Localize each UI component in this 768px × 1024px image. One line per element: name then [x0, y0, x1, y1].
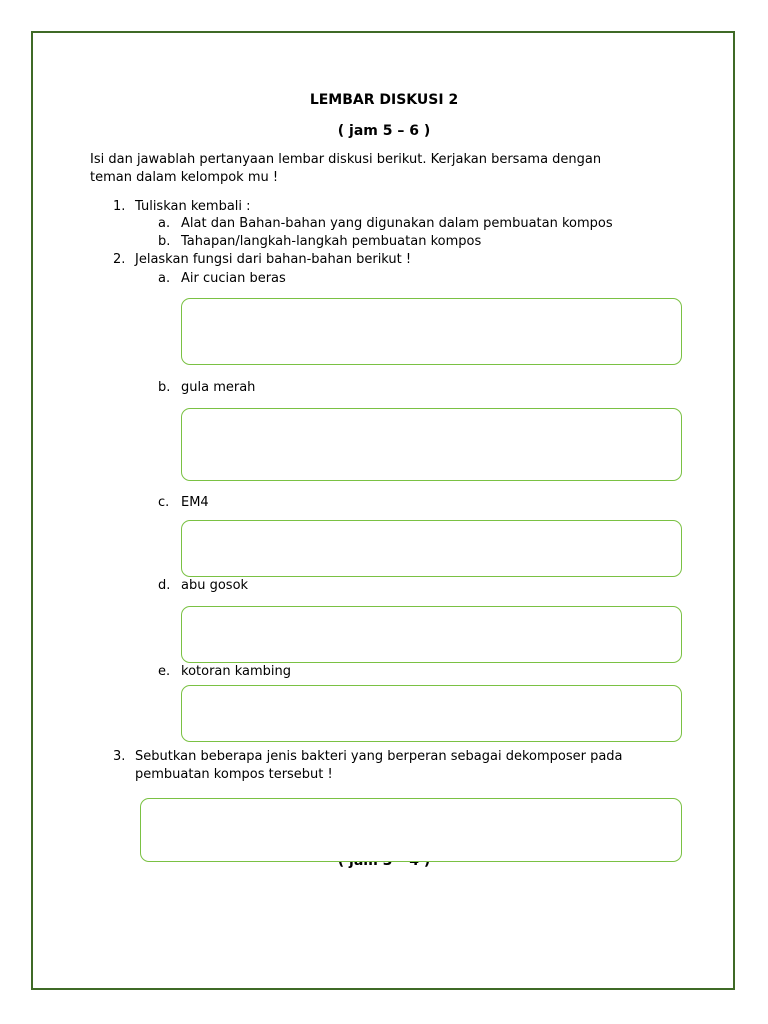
q1-item-b-text: Tahapan/langkah-langkah pembuatan kompos [181, 234, 482, 249]
answer-box-q3[interactable] [140, 798, 682, 862]
answer-box-q2b[interactable] [181, 408, 682, 481]
q3-line-1: Sebutkan beberapa jenis bakteri yang berperan sebagai dekomposer pada [135, 749, 623, 764]
q2-item-b-marker: b. [158, 380, 171, 395]
q2-text: Jelaskan fungsi dari bahan-bahan berikut ! [135, 252, 412, 267]
answer-box-q2a[interactable] [181, 298, 682, 365]
q1-item-b-marker: b. [158, 234, 171, 249]
q2-item-c-text: EM4 [181, 495, 209, 510]
q2-item-d-marker: d. [158, 578, 171, 593]
q2-item-e-text: kotoran kambing [181, 664, 292, 679]
q2-item-c-marker: c. [158, 495, 170, 510]
q2-item-a-marker: a. [158, 271, 171, 286]
q2-item-d-text: abu gosok [181, 578, 249, 593]
instructions-line-1: Isi dan jawablah pertanyaan lembar diskusi berikut. Kerjakan bersama dengan [90, 152, 602, 167]
q1-item-a-text: Alat dan Bahan-bahan yang digunakan dalam pembuatan kompos [181, 216, 613, 231]
q2-item-b-text: gula merah [181, 380, 256, 395]
q1-number: 1. [113, 199, 126, 214]
instructions-line-2: teman dalam kelompok mu ! [90, 170, 279, 185]
document-subtitle: ( jam 5 – 6 ) [337, 123, 431, 139]
q2-number: 2. [113, 252, 126, 267]
q1-text: Tuliskan kembali : [135, 199, 251, 214]
answer-box-q2e[interactable] [181, 685, 682, 742]
answer-box-q2c[interactable] [181, 520, 682, 577]
document-title: LEMBAR DISKUSI 2 [309, 92, 459, 108]
q1-item-a-marker: a. [158, 216, 171, 231]
answer-box-q2d[interactable] [181, 606, 682, 663]
q2-item-e-marker: e. [158, 664, 171, 679]
q3-number: 3. [113, 749, 126, 764]
q3-line-2: pembuatan kompos tersebut ! [135, 767, 333, 782]
q2-item-a-text: Air cucian beras [181, 271, 286, 286]
